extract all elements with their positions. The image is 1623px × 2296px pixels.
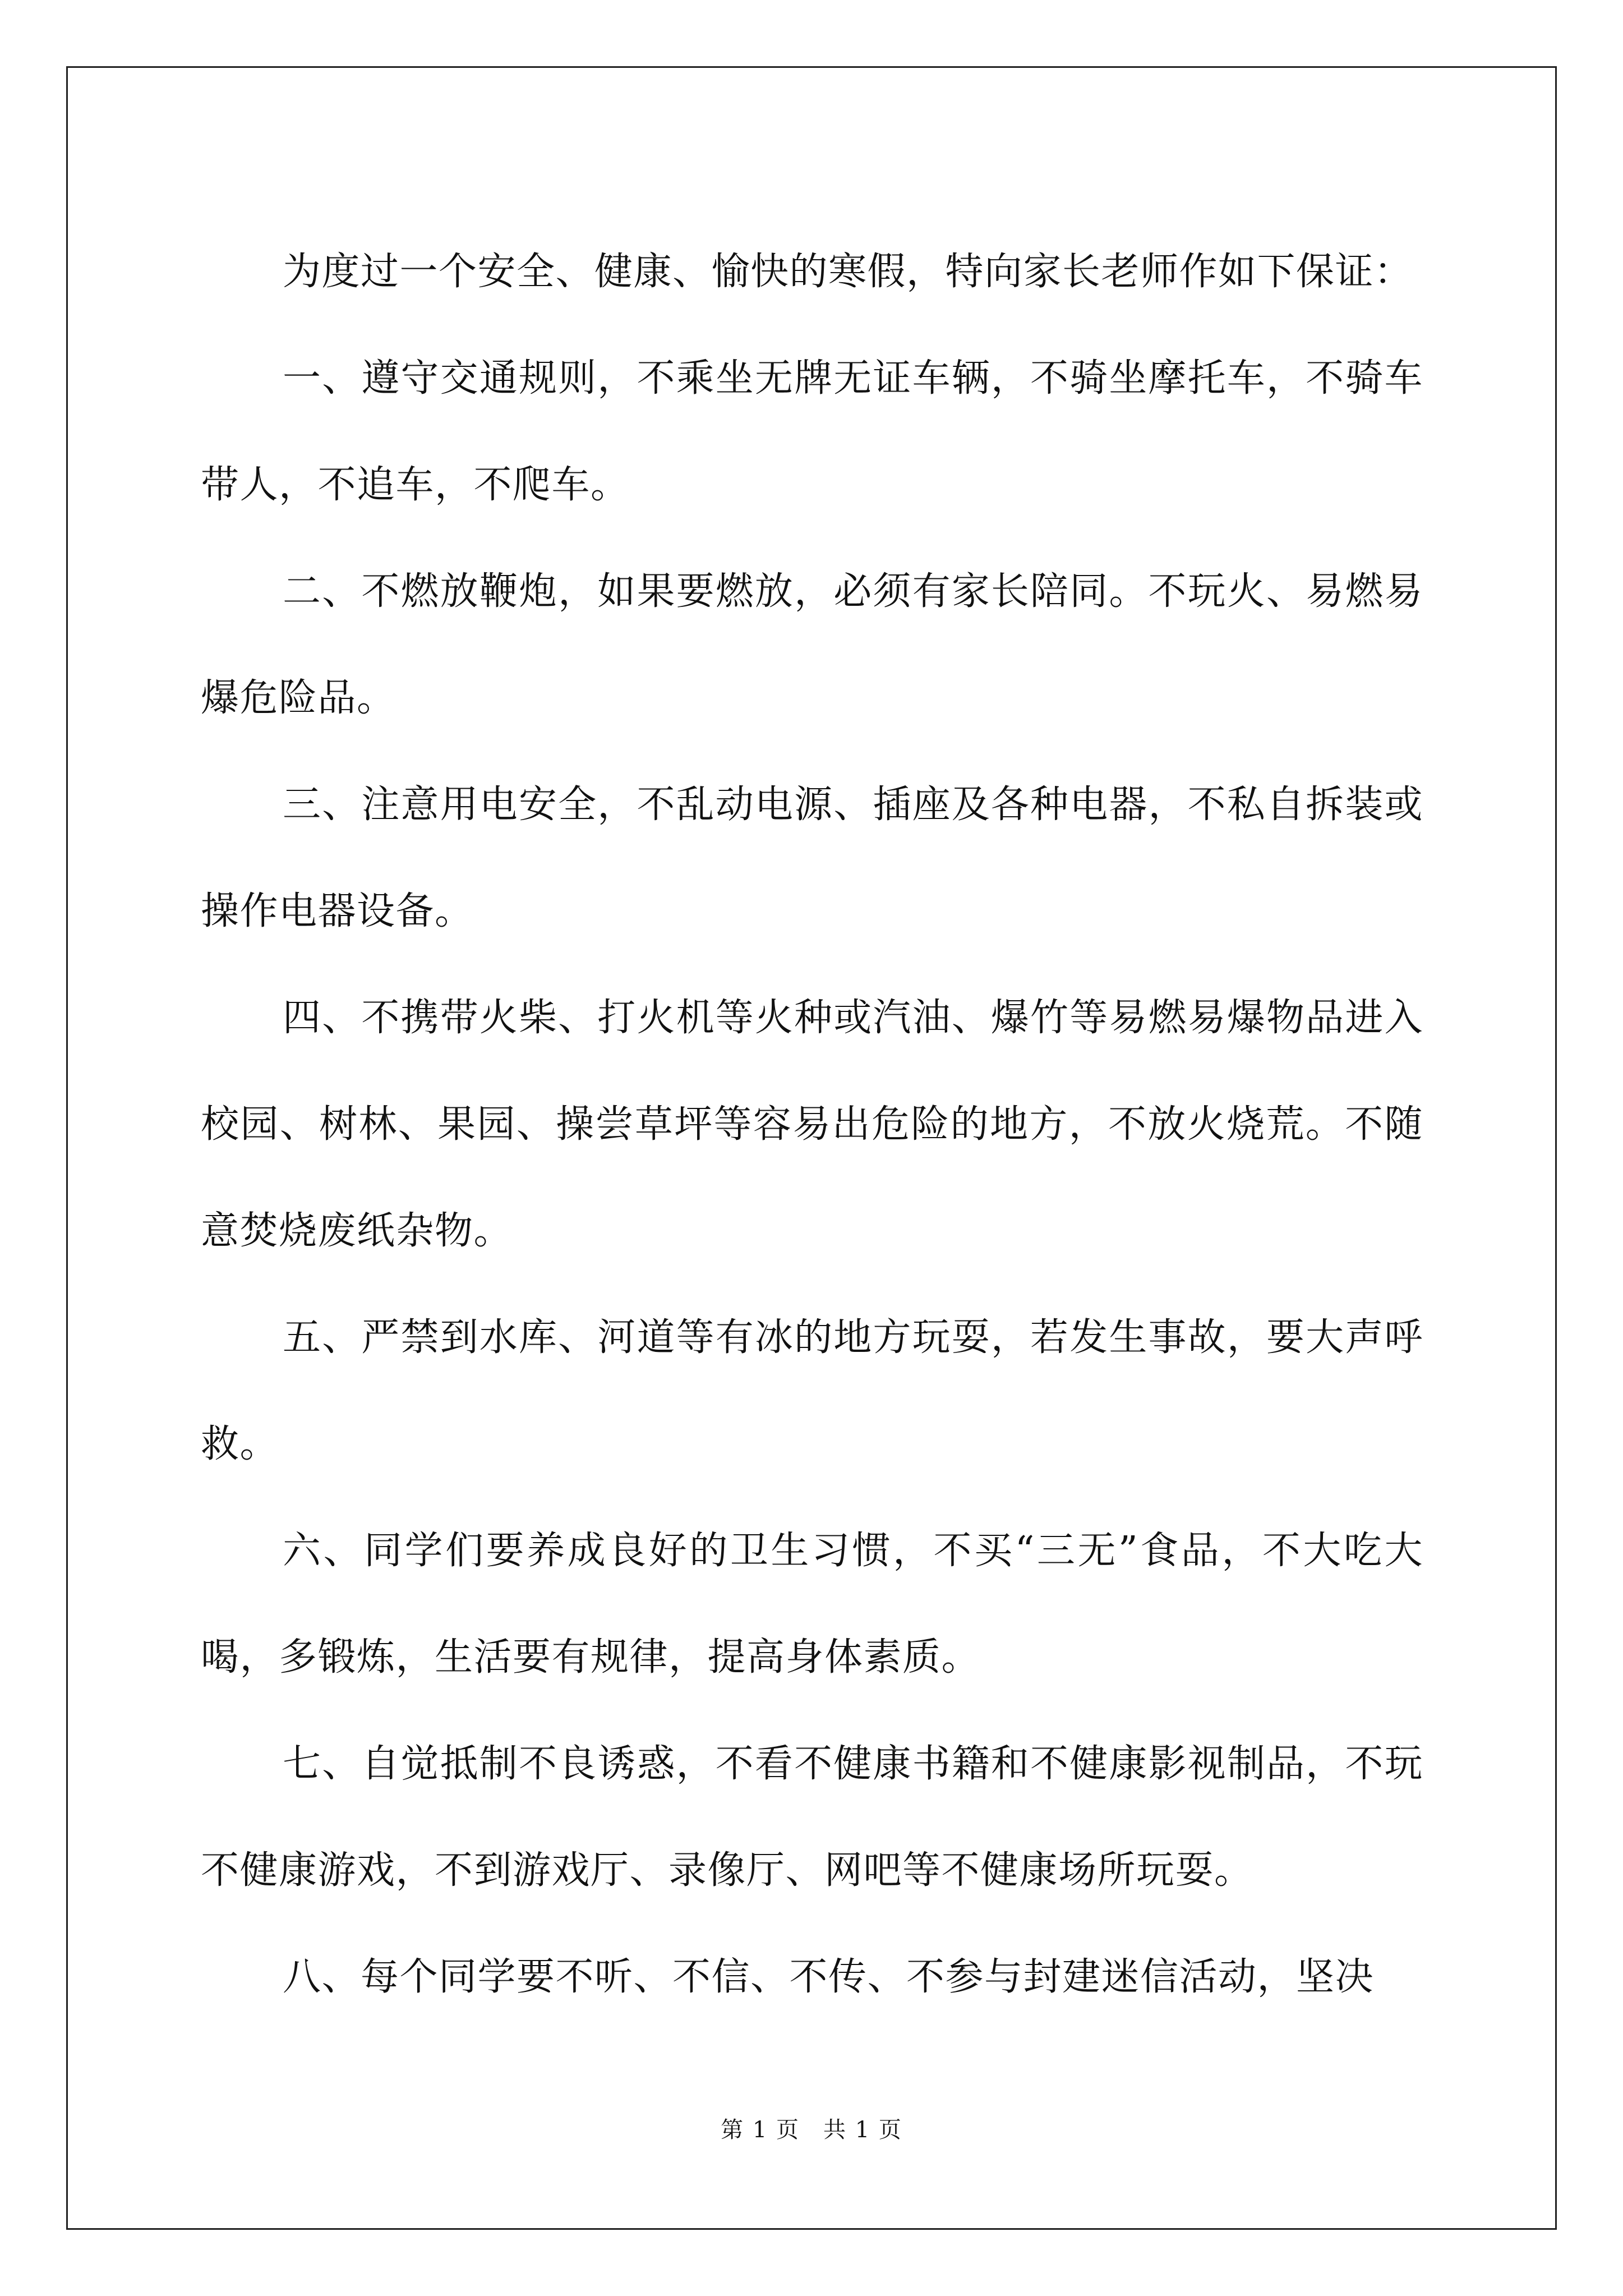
paragraph-item-6: 六、同学们要养成良好的卫生习惯，不买“三无”食品，不大吃大喝，多锻炼，生活要有规律，提高身体素质。: [201, 1529, 1423, 1680]
paragraph-item-3: 三、注意用电安全，不乱动电源、插座及各种电器，不私自拆装或操作电器设备。: [201, 783, 1423, 933]
paragraph-item-5: 五、严禁到水库、河道等有冰的地方玩耍，若发生事故，要大声呼救。: [201, 1315, 1423, 1466]
paragraph-item-1: 一、遵守交通规则，不乘坐无牌无证车辆，不骑坐摩托车，不骑车带人，不追车，不爬车。: [201, 356, 1423, 507]
paragraph-intro: 为度过一个安全、健康、愉快的寒假，特向家长老师作如下保证：: [283, 250, 1413, 294]
page-number-label: 第 1 页 共 1 页: [721, 2117, 902, 2143]
paragraph-item-8: 八、每个同学要不听、不信、不传、不参与封建迷信活动，坚决: [283, 1955, 1375, 1999]
page-footer: [0, 2112, 1623, 2144]
document-body: [201, 219, 1423, 2031]
paragraph-item-7: 七、自觉抵制不良诱惑，不看不健康书籍和不健康影视制品，不玩不健康游戏，不到游戏厅、录像厅、网吧等不健康场所玩耍。: [201, 1742, 1423, 1893]
paragraph-item-4: 四、不携带火柴、打火机等火种或汽油、爆竹等易燃易爆物品进入校园、树林、果园、操尝草坪等容易出危险的地方，不放火烧荒。不随意焚烧废纸杂物。: [201, 996, 1423, 1253]
paragraph-item-2: 二、不燃放鞭炮，如果要燃放，必须有家长陪同。不玩火、易燃易爆危险品。: [201, 569, 1423, 720]
